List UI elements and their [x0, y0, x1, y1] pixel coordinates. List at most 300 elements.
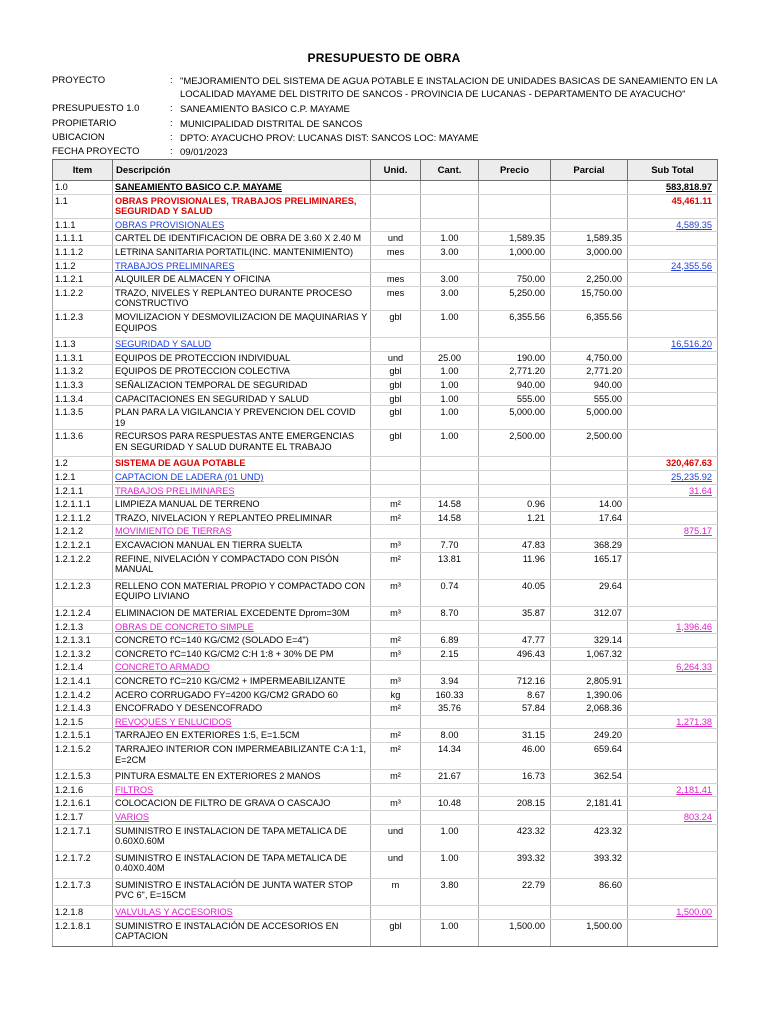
cell-unid: gbl [371, 378, 421, 392]
cell-unid: m³ [371, 579, 421, 606]
cell-parcial [551, 525, 628, 539]
cell-descripcion: SUMINISTRO E INSTALACION DE TAPA METALICA DE 0.40X0.40M [113, 851, 371, 878]
cell-unid: m³ [371, 797, 421, 811]
table-row [53, 661, 718, 675]
cell-precio [479, 525, 551, 539]
cell-precio: 5,000.00 [479, 406, 551, 430]
header-value: SANEAMIENTO BASICO C.P. MAYAME [180, 104, 350, 115]
cell-item: 1.1.3.4 [53, 392, 113, 406]
cell-parcial [551, 810, 628, 824]
cell-descripcion: MOVILIZACION Y DESMOVILIZACION DE MAQUINARIAS Y EQUIPOS [113, 310, 371, 337]
cell-subtotal [628, 539, 718, 553]
table-row [53, 579, 718, 606]
cell-descripcion: REVOQUES Y ENLUCIDOS [113, 715, 371, 729]
cell-unid: m² [371, 742, 421, 769]
table-row [53, 647, 718, 661]
cell-parcial [551, 783, 628, 797]
cell-subtotal [628, 729, 718, 743]
cell-descripcion: CONCRETO ARMADO [113, 661, 371, 675]
cell-precio: 940.00 [479, 378, 551, 392]
cell-item: 1.2.1.5.1 [53, 729, 113, 743]
cell-descripcion: TRABAJOS PRELIMINARES [113, 484, 371, 498]
cell-precio: 2,500.00 [479, 430, 551, 457]
cell-item: 1.2.1.1.2 [53, 511, 113, 525]
cell-unid: m³ [371, 607, 421, 621]
cell-subtotal [628, 286, 718, 310]
cell-cant [421, 906, 479, 920]
cell-descripcion: OBRAS PROVISIONALES, TRABAJOS PRELIMINARES, SEGURIDAD Y SALUD [113, 194, 371, 218]
table-row [53, 688, 718, 702]
cell-parcial [551, 715, 628, 729]
cell-item: 1.2.1.7 [53, 810, 113, 824]
header-colon: : [170, 75, 173, 86]
budget-table [52, 159, 718, 947]
cell-unid: gbl [371, 310, 421, 337]
cell-precio [479, 471, 551, 485]
cell-precio: 16.73 [479, 770, 551, 784]
cell-parcial [551, 338, 628, 352]
col-header-subtotal: Sub Total [628, 160, 718, 181]
cell-item: 1.2.1.3 [53, 620, 113, 634]
cell-cant [421, 457, 479, 471]
table-row [53, 634, 718, 648]
cell-cant: 0.74 [421, 579, 479, 606]
cell-item: 1.2.1.3.1 [53, 634, 113, 648]
cell-item: 1.1.3.5 [53, 406, 113, 430]
cell-descripcion: SANEAMIENTO BASICO C.P. MAYAME [113, 181, 371, 195]
cell-precio: 46.00 [479, 742, 551, 769]
cell-cant: 1.00 [421, 378, 479, 392]
table-row [53, 770, 718, 784]
table-row [53, 392, 718, 406]
cell-subtotal: 25,235.92 [628, 471, 718, 485]
cell-unid: und [371, 351, 421, 365]
cell-unid [371, 661, 421, 675]
cell-subtotal [628, 351, 718, 365]
cell-subtotal: 2,181.41 [628, 783, 718, 797]
cell-cant: 3.94 [421, 674, 479, 688]
header-colon: : [170, 118, 173, 129]
cell-unid [371, 783, 421, 797]
cell-parcial: 2,805.91 [551, 674, 628, 688]
cell-precio: 1,500.00 [479, 919, 551, 946]
cell-item: 1.1.2.1 [53, 273, 113, 287]
cell-item: 1.2.1.6 [53, 783, 113, 797]
cell-subtotal: 6,264.33 [628, 661, 718, 675]
cell-descripcion: SUMINISTRO E INSTALACIÓN DE JUNTA WATER STOP PVC 6", E=15CM [113, 878, 371, 905]
cell-cant: 1.00 [421, 365, 479, 379]
cell-cant: 25.00 [421, 351, 479, 365]
table-row [53, 181, 718, 195]
cell-cant: 1.00 [421, 851, 479, 878]
cell-unid: und [371, 824, 421, 851]
cell-item: 1.2.1.1.1 [53, 498, 113, 512]
cell-item: 1.0 [53, 181, 113, 195]
cell-cant [421, 338, 479, 352]
cell-cant [421, 259, 479, 273]
cell-parcial: 1,500.00 [551, 919, 628, 946]
cell-unid: gbl [371, 430, 421, 457]
cell-precio: 11.96 [479, 552, 551, 579]
cell-subtotal: 45,461.11 [628, 194, 718, 218]
cell-parcial [551, 181, 628, 195]
cell-descripcion: SISTEMA DE AGUA POTABLE [113, 457, 371, 471]
cell-descripcion: ENCOFRADO Y DESENCOFRADO [113, 702, 371, 716]
cell-precio [479, 620, 551, 634]
cell-subtotal: 803.24 [628, 810, 718, 824]
cell-cant: 1.00 [421, 392, 479, 406]
cell-item: 1.1.3.1 [53, 351, 113, 365]
cell-cant: 3.80 [421, 878, 479, 905]
cell-descripcion: PLAN PARA LA VIGILANCIA Y PREVENCION DEL COVID 19 [113, 406, 371, 430]
table-row [53, 484, 718, 498]
cell-parcial: 86.60 [551, 878, 628, 905]
cell-cant: 13.81 [421, 552, 479, 579]
cell-item: 1.1.2.2 [53, 286, 113, 310]
cell-item: 1.1.3.2 [53, 365, 113, 379]
cell-precio: 208.15 [479, 797, 551, 811]
cell-cant: 8.00 [421, 729, 479, 743]
cell-descripcion: TRAZO, NIVELACION Y REPLANTEO PRELIMINAR [113, 511, 371, 525]
cell-precio: 57.84 [479, 702, 551, 716]
header-value: MUNICIPALIDAD DISTRITAL DE SANCOS [180, 119, 363, 130]
cell-subtotal [628, 919, 718, 946]
cell-precio: 35.87 [479, 607, 551, 621]
cell-subtotal [628, 702, 718, 716]
cell-cant [421, 525, 479, 539]
col-header-item: Item [53, 160, 113, 181]
cell-precio [479, 783, 551, 797]
cell-unid: m² [371, 511, 421, 525]
cell-subtotal [628, 392, 718, 406]
cell-descripcion: SUMINISTRO E INSTALACION DE TAPA METALICA DE 0.60X0.60M [113, 824, 371, 851]
cell-item: 1.2.1.5 [53, 715, 113, 729]
cell-subtotal [628, 378, 718, 392]
cell-descripcion: FILTROS [113, 783, 371, 797]
col-header-precio: Precio [479, 160, 551, 181]
cell-parcial: 362.54 [551, 770, 628, 784]
cell-descripcion: SEGURIDAD Y SALUD [113, 338, 371, 352]
cell-item: 1.2.1.2 [53, 525, 113, 539]
cell-subtotal: 583,818.97 [628, 181, 718, 195]
table-row [53, 406, 718, 430]
cell-precio: 8.67 [479, 688, 551, 702]
cell-precio [479, 181, 551, 195]
cell-subtotal [628, 607, 718, 621]
cell-cant: 14.34 [421, 742, 479, 769]
cell-parcial [551, 620, 628, 634]
cell-unid [371, 471, 421, 485]
col-header-parcial: Parcial [551, 160, 628, 181]
table-row [53, 457, 718, 471]
cell-unid: gbl [371, 919, 421, 946]
table-row [53, 245, 718, 259]
cell-item: 1.2.1.7.2 [53, 851, 113, 878]
cell-descripcion: EXCAVACION MANUAL EN TIERRA SUELTA [113, 539, 371, 553]
cell-precio: 393.32 [479, 851, 551, 878]
cell-parcial: 1,067.32 [551, 647, 628, 661]
table-row [53, 232, 718, 246]
cell-precio [479, 810, 551, 824]
table-row [53, 273, 718, 287]
cell-precio: 423.32 [479, 824, 551, 851]
table-row [53, 218, 718, 232]
cell-descripcion: SUMINISTRO E INSTALACIÓN DE ACCESORIOS EN CAPTACION [113, 919, 371, 946]
cell-precio: 5,250.00 [479, 286, 551, 310]
cell-descripcion: PINTURA ESMALTE EN EXTERIORES 2 MANOS [113, 770, 371, 784]
cell-unid: gbl [371, 406, 421, 430]
cell-unid [371, 484, 421, 498]
table-row [53, 194, 718, 218]
cell-parcial: 659.64 [551, 742, 628, 769]
cell-subtotal [628, 365, 718, 379]
cell-parcial: 2,181.41 [551, 797, 628, 811]
header-label: PROYECTO [52, 75, 106, 86]
cell-item: 1.1.3.6 [53, 430, 113, 457]
cell-descripcion: RECURSOS PARA RESPUESTAS ANTE EMERGENCIAS EN SEGURIDAD Y SALUD DURANTE EL TRABAJO [113, 430, 371, 457]
header-colon: : [170, 103, 173, 114]
cell-descripcion: TRABAJOS PRELIMINARES [113, 259, 371, 273]
cell-precio: 496.43 [479, 647, 551, 661]
cell-item: 1.1.2 [53, 259, 113, 273]
cell-parcial [551, 661, 628, 675]
table-row [53, 539, 718, 553]
table-row [53, 824, 718, 851]
table-row [53, 259, 718, 273]
cell-descripcion: CARTEL DE IDENTIFICACION DE OBRA DE 3.60 X 2.40 M [113, 232, 371, 246]
cell-item: 1.2.1.8 [53, 906, 113, 920]
cell-unid: und [371, 232, 421, 246]
cell-descripcion: RELLENO CON MATERIAL PROPIO Y COMPACTADO CON EQUIPO LIVIANO [113, 579, 371, 606]
cell-item: 1.2.1.6.1 [53, 797, 113, 811]
cell-descripcion: LETRINA SANITARIA PORTATIL(INC. MANTENIMIENTO) [113, 245, 371, 259]
cell-cant [421, 810, 479, 824]
cell-subtotal [628, 406, 718, 430]
cell-item: 1.2.1.4 [53, 661, 113, 675]
table-row [53, 851, 718, 878]
table-row [53, 552, 718, 579]
cell-cant: 2.15 [421, 647, 479, 661]
cell-cant [421, 194, 479, 218]
cell-subtotal: 1,500.00 [628, 906, 718, 920]
cell-descripcion: CAPACITACIONES EN SEGURIDAD Y SALUD [113, 392, 371, 406]
cell-descripcion: REFINE, NIVELACIÓN Y COMPACTADO CON PISÓN MANUAL [113, 552, 371, 579]
cell-parcial: 29.64 [551, 579, 628, 606]
cell-subtotal [628, 245, 718, 259]
table-row [53, 674, 718, 688]
cell-precio: 555.00 [479, 392, 551, 406]
cell-parcial: 15,750.00 [551, 286, 628, 310]
cell-unid: m² [371, 552, 421, 579]
cell-parcial: 2,068.36 [551, 702, 628, 716]
cell-precio: 1,000.00 [479, 245, 551, 259]
header-row [52, 132, 732, 145]
cell-cant [421, 181, 479, 195]
document-title: PRESUPUESTO DE OBRA [307, 51, 461, 65]
table-row [53, 351, 718, 365]
cell-item: 1.2.1.7.1 [53, 824, 113, 851]
cell-subtotal [628, 511, 718, 525]
cell-precio: 22.79 [479, 878, 551, 905]
cell-descripcion: ALQUILER DE ALMACEN Y OFICINA [113, 273, 371, 287]
cell-subtotal [628, 634, 718, 648]
cell-parcial: 312.07 [551, 607, 628, 621]
cell-precio: 750.00 [479, 273, 551, 287]
cell-unid [371, 338, 421, 352]
cell-precio: 6,355.56 [479, 310, 551, 337]
cell-subtotal [628, 688, 718, 702]
cell-subtotal [628, 878, 718, 905]
table-row [53, 365, 718, 379]
cell-precio: 2,771.20 [479, 365, 551, 379]
cell-cant: 1.00 [421, 310, 479, 337]
cell-unid: gbl [371, 365, 421, 379]
header-label: PRESUPUESTO 1.0 [52, 103, 140, 114]
cell-item: 1.1.3 [53, 338, 113, 352]
cell-descripcion: EQUIPOS DE PROTECCION COLECTIVA [113, 365, 371, 379]
cell-item: 1.2.1.8.1 [53, 919, 113, 946]
cell-parcial: 5,000.00 [551, 406, 628, 430]
cell-item: 1.2.1.4.1 [53, 674, 113, 688]
cell-subtotal [628, 770, 718, 784]
cell-parcial: 249.20 [551, 729, 628, 743]
cell-precio [479, 715, 551, 729]
cell-cant: 1.00 [421, 824, 479, 851]
table-row [53, 525, 718, 539]
cell-parcial: 2,250.00 [551, 273, 628, 287]
cell-item: 1.2.1.2.4 [53, 607, 113, 621]
table-row [53, 878, 718, 905]
cell-precio: 712.16 [479, 674, 551, 688]
cell-unid: m³ [371, 539, 421, 553]
table-row [53, 471, 718, 485]
cell-subtotal [628, 674, 718, 688]
table-row [53, 338, 718, 352]
cell-subtotal [628, 851, 718, 878]
table-row [53, 742, 718, 769]
cell-item: 1.2.1.4.2 [53, 688, 113, 702]
cell-precio: 31.15 [479, 729, 551, 743]
table-row [53, 378, 718, 392]
cell-subtotal: 24,355.56 [628, 259, 718, 273]
table-row [53, 498, 718, 512]
cell-unid: m³ [371, 674, 421, 688]
cell-subtotal [628, 742, 718, 769]
cell-precio: 1.21 [479, 511, 551, 525]
cell-descripcion: COLOCACION DE FILTRO DE GRAVA O CASCAJO [113, 797, 371, 811]
cell-parcial: 2,500.00 [551, 430, 628, 457]
cell-cant: 14.58 [421, 498, 479, 512]
cell-descripcion: TARRAJEO INTERIOR CON IMPERMEABILIZANTE C:A 1:1, E=2CM [113, 742, 371, 769]
cell-cant: 7.70 [421, 539, 479, 553]
cell-unid: m [371, 878, 421, 905]
cell-cant [421, 620, 479, 634]
cell-parcial: 423.32 [551, 824, 628, 851]
table-row [53, 607, 718, 621]
cell-unid [371, 194, 421, 218]
cell-unid: kg [371, 688, 421, 702]
cell-cant: 1.00 [421, 919, 479, 946]
cell-subtotal [628, 797, 718, 811]
cell-unid: m² [371, 729, 421, 743]
cell-unid [371, 457, 421, 471]
col-header-unid: Unid. [371, 160, 421, 181]
cell-cant: 6.89 [421, 634, 479, 648]
cell-subtotal [628, 310, 718, 337]
cell-cant: 21.67 [421, 770, 479, 784]
cell-unid: m² [371, 770, 421, 784]
cell-parcial [551, 457, 628, 471]
cell-unid: m² [371, 702, 421, 716]
cell-unid [371, 715, 421, 729]
cell-descripcion: OBRAS PROVISIONALES [113, 218, 371, 232]
header-row [52, 146, 732, 159]
cell-cant: 35.76 [421, 702, 479, 716]
cell-precio [479, 457, 551, 471]
cell-descripcion: CONCRETO f'C=210 KG/CM2 + IMPERMEABILIZANTE [113, 674, 371, 688]
cell-item: 1.1.2.3 [53, 310, 113, 337]
cell-precio [479, 484, 551, 498]
cell-descripcion: VALVULAS Y ACCESORIOS [113, 906, 371, 920]
cell-descripcion: TRAZO, NIVELES Y REPLANTEO DURANTE PROCESO CONSTRUCTIVO [113, 286, 371, 310]
cell-item: 1.2 [53, 457, 113, 471]
cell-item: 1.2.1.4.3 [53, 702, 113, 716]
cell-parcial: 4,750.00 [551, 351, 628, 365]
cell-descripcion: EQUIPOS DE PROTECCION INDIVIDUAL [113, 351, 371, 365]
header-value: DPTO: AYACUCHO PROV: LUCANAS DIST: SANCOS LOC: MAYAME [180, 133, 479, 144]
header-colon: : [170, 146, 173, 157]
cell-parcial: 165.17 [551, 552, 628, 579]
cell-descripcion: ELIMINACION DE MATERIAL EXCEDENTE Dprom=30M [113, 607, 371, 621]
cell-unid [371, 181, 421, 195]
table-header-row [53, 160, 718, 181]
cell-parcial [551, 194, 628, 218]
cell-parcial: 3,000.00 [551, 245, 628, 259]
cell-cant: 10.48 [421, 797, 479, 811]
cell-subtotal [628, 430, 718, 457]
cell-item: 1.2.1.2.3 [53, 579, 113, 606]
cell-cant [421, 661, 479, 675]
cell-unid: m³ [371, 647, 421, 661]
header-label: UBICACION [52, 132, 105, 143]
cell-cant: 3.00 [421, 273, 479, 287]
cell-precio: 40.05 [479, 579, 551, 606]
header-value: "MEJORAMIENTO DEL SISTEMA DE AGUA POTABLE E INSTALACION DE UNIDADES BASICAS DE SANEAMIENTO EN LA LOCALIDAD MAYAME DEL DISTRITO DE SANCOS - PROVINCIA DE LUCANAS - DEPARTAMENTO DE AYACUCHO" [180, 76, 718, 100]
cell-precio [479, 194, 551, 218]
cell-subtotal [628, 824, 718, 851]
table-row [53, 729, 718, 743]
cell-precio [479, 661, 551, 675]
cell-unid: mes [371, 273, 421, 287]
table-row [53, 620, 718, 634]
cell-subtotal: 31.64 [628, 484, 718, 498]
cell-unid [371, 525, 421, 539]
table-row [53, 797, 718, 811]
cell-precio: 0.96 [479, 498, 551, 512]
cell-precio [479, 259, 551, 273]
cell-descripcion: SEÑALIZACION TEMPORAL DE SEGURIDAD [113, 378, 371, 392]
cell-parcial: 555.00 [551, 392, 628, 406]
cell-unid: gbl [371, 392, 421, 406]
header-label: PROPIETARIO [52, 118, 117, 129]
cell-cant [421, 218, 479, 232]
cell-cant: 160.33 [421, 688, 479, 702]
cell-item: 1.2.1.3.2 [53, 647, 113, 661]
cell-parcial: 1,589.35 [551, 232, 628, 246]
cell-subtotal: 16,516.20 [628, 338, 718, 352]
header-colon: : [170, 132, 173, 143]
col-header-cant: Cant. [421, 160, 479, 181]
